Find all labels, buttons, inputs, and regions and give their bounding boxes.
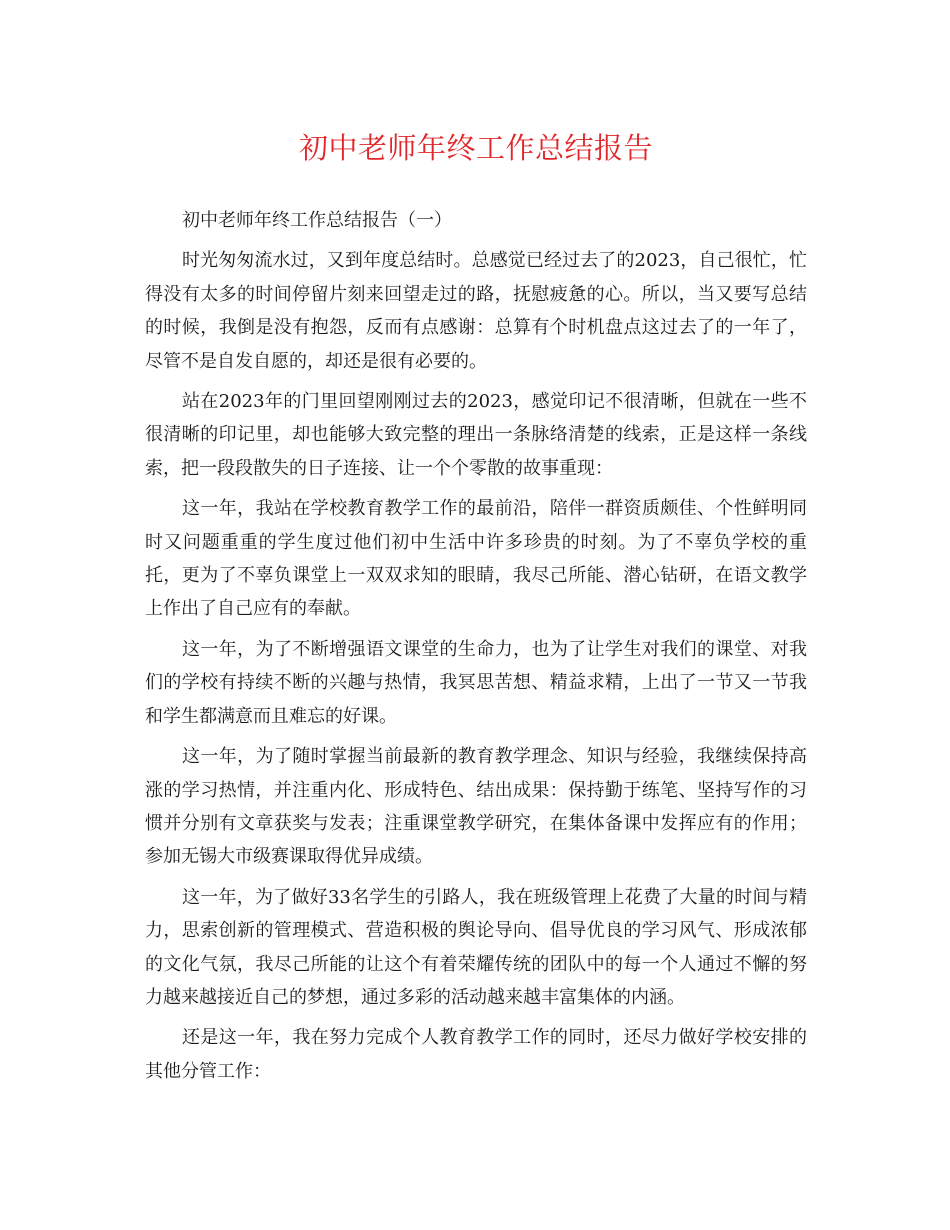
- body-paragraph-5: 这一年，为了随时掌握当前最新的教育教学理念、知识与经验，我继续保持高涨的学习热情，并注重内化、形成特色、结出成果：保持勤于练笔、坚持写作的习惯并分别有文章获奖与发表；注重课堂教学研究，在集体备课中发挥应有的作用；参加无锡大市级赛课取得优异成绩。: [145, 746, 807, 868]
- subtitle-paragraph: 初中老师年终工作总结报告（一）: [182, 210, 452, 231]
- body-paragraph-1: 时光匆匆流水过，又到年度总结时。总感觉已经过去了的2023，自己很忙，忙得没有太多的时间停留片刻来回望走过的路，抚慰疲惫的心。所以，当又要写总结的时候，我倒是没有抱怨，反而有点感谢：总算有个时机盘点这过去了的一年了，尽管不是自发自愿的，却还是很有必要的。: [145, 250, 807, 372]
- body-paragraph-6: 这一年，为了做好33名学生的引路人，我在班级管理上花费了大量的时间与精力，思索创新的管理模式、营造积极的舆论导向、倡导优良的学习风气、形成浓郁的文化气氛，我尽己所能的让这个有着荣耀传统的团队中的每一个人通过不懈的努力越来越接近自己的梦想，通过多彩的活动越来越丰富集体的内涵。: [145, 886, 807, 1008]
- document-body: [145, 204, 807, 1095]
- body-paragraph-7: 还是这一年，我在努力完成个人教育教学工作的同时，还尽力做好学校安排的其他分管工作：: [145, 1027, 807, 1082]
- document-title: 初中老师年终工作总结报告: [298, 131, 653, 165]
- body-paragraph-2: 站在2023年的门里回望刚刚过去的2023，感觉印记不很清晰，但就在一些不很清晰的印记里，却也能够大致完整的理出一条脉络清楚的线索，正是这样一条线索，把一段段散失的日子连接、让一个个零散的故事重现：: [145, 391, 807, 479]
- body-paragraph-4: 这一年，为了不断增强语文课堂的生命力，也为了让学生对我们的课堂、对我们的学校有持续不断的兴趣与热情，我冥思苦想、精益求精，上出了一节又一节我和学生都满意而且难忘的好课。: [145, 638, 807, 727]
- body-paragraph-3: 这一年，我站在学校教育教学工作的最前沿，陪伴一群资质颇佳、个性鲜明同时又问题重重的学生度过他们初中生活中许多珍贵的时刻。为了不辜负学校的重托，更为了不辜负课堂上一双双求知的眼睛，我尽己所能、潜心钻研，在语文教学上作出了自己应有的奉献。: [145, 498, 807, 620]
- document-page: [145, 0, 807, 1230]
